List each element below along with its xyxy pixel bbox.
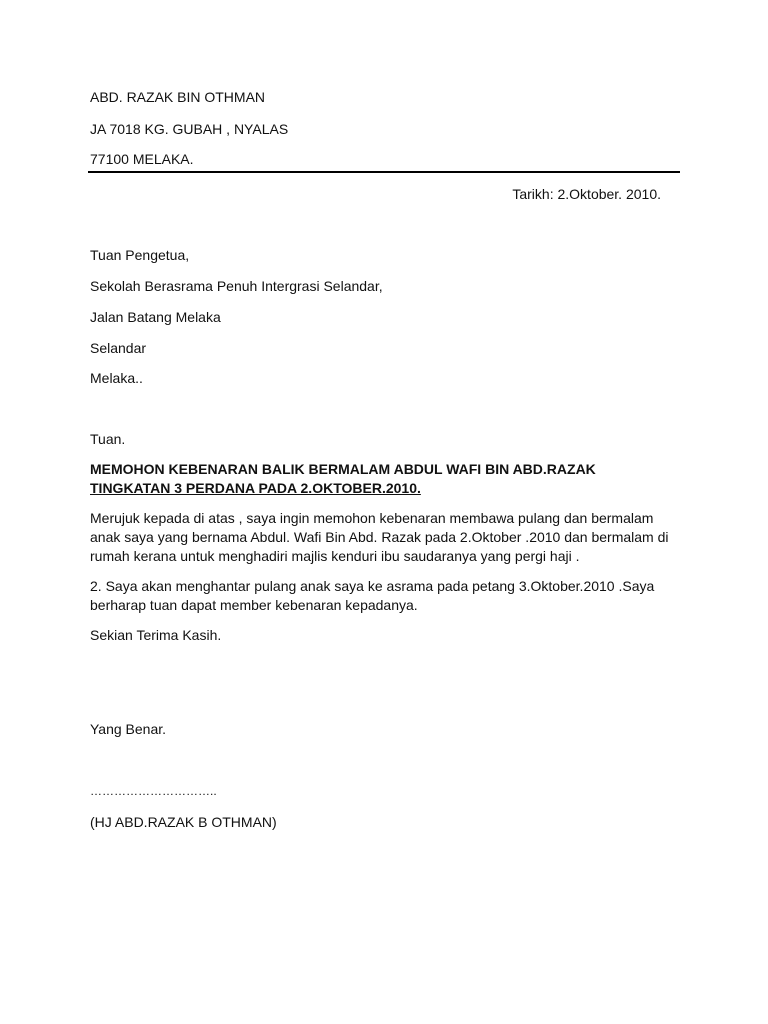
recipient-school: Sekolah Berasrama Penuh Intergrasi Selandar, [90,278,383,294]
recipient-street: Jalan Batang Melaka [90,309,221,325]
sender-address-line1: JA 7018 KG. GUBAH , NYALAS [90,121,289,137]
recipient-title: Tuan Pengetua, [90,247,190,263]
body-paragraph2-line2: berharap tuan dapat member kebenaran kepadanya. [90,597,418,613]
recipient-state: Melaka.. [90,370,143,386]
salutation: Tuan. [90,431,126,447]
subject-line1: MEMOHON KEBENARAN BALIK BERMALAM ABDUL WAFI BIN ABD.RAZAK [90,461,596,477]
sender-address-line2: 77100 MELAKA. [90,151,194,167]
subject-line2: TINGKATAN 3 PERDANA PADA 2.OKTOBER.2010. [90,480,421,496]
yours-faithfully: Yang Benar. [90,721,167,737]
signatory-name: (HJ ABD.RAZAK B OTHMAN) [90,814,277,830]
closing-text: Sekian Terima Kasih. [90,627,222,643]
body-paragraph1-line3: rumah kerana untuk menghadiri majlis kenduri ibu saudaranya yang pergi haji . [90,548,580,564]
header-divider [88,171,680,173]
body-paragraph2-line1: 2. Saya akan menghantar pulang anak saya ke asrama pada petang 3.Oktober.2010 .Saya [90,578,655,594]
body-paragraph1-line1: Merujuk kepada di atas , saya ingin memohon kebenaran membawa pulang dan bermalam [90,510,654,526]
body-paragraph1-line2: anak saya yang bernama Abdul. Wafi Bin Abd. Razak pada 2.Oktober .2010 dan bermalam di [90,529,669,545]
signature-line: ………………………….. [90,784,217,798]
sender-name: ABD. RAZAK BIN OTHMAN [90,89,266,105]
letter-date: Tarikh: 2.Oktober. 2010. [512,186,661,202]
recipient-town: Selandar [90,340,147,356]
